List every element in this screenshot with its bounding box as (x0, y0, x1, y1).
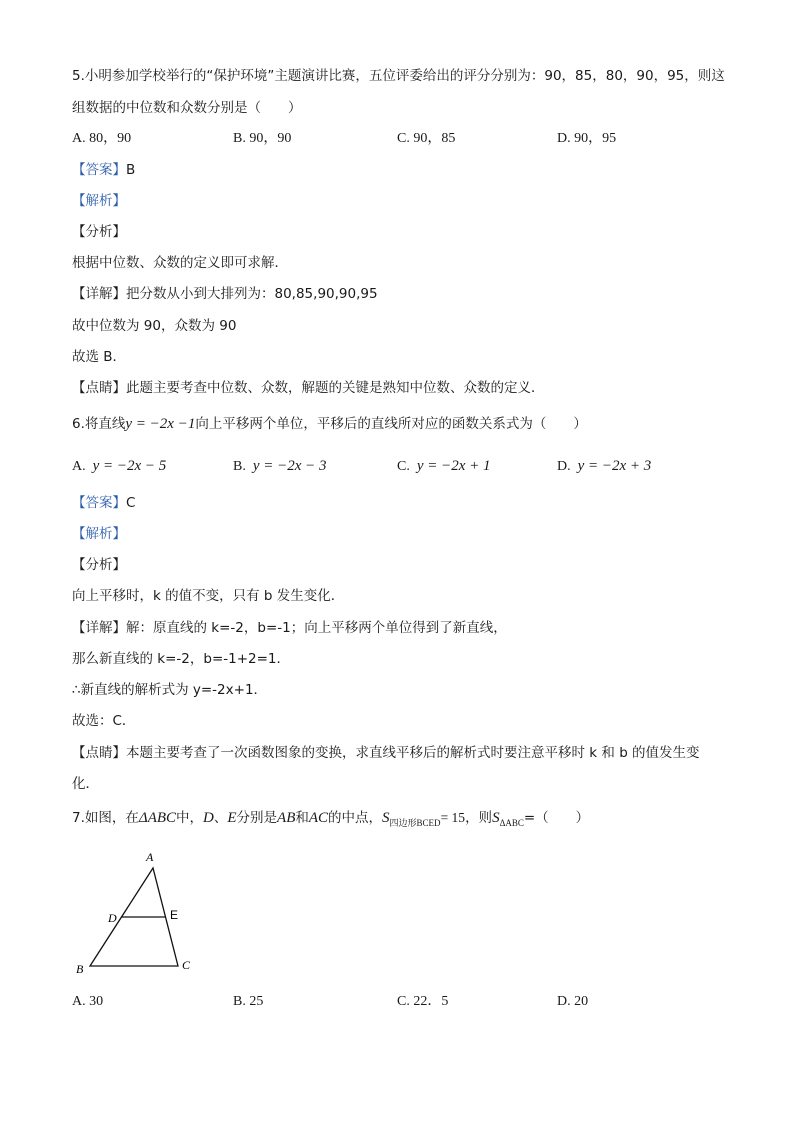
q7-option-b: B. 25 (233, 994, 264, 1009)
q7-stem-f: =（ ） (523, 810, 590, 826)
q7-stem-a: 7.如图，在 (72, 810, 139, 826)
q6-choose: 故选：C． (72, 713, 136, 729)
q6-option-b (233, 456, 327, 477)
q7-area-quad-sub: 四边形BCED (389, 818, 441, 828)
q5-comment (72, 378, 545, 398)
q7-label-b: B (76, 962, 84, 976)
q7-stem (72, 808, 589, 833)
q5-fenxi: 根据中位数、众数的定义即可求解． (72, 255, 288, 271)
q6-detail-line-2: 那么新直线的 k=-2，b=-1+2=1． (72, 651, 291, 667)
q6-comment-text: 本题主要考查了一次函数图象的变换，求直线平移后的解析式时要注意平移时 k 和 b 的值发生变 (126, 745, 700, 761)
q5-detail-text: 把分数从小到大排列为：80,85,90,90,95 (126, 286, 378, 302)
q5-answer-tag: 【答案】 (72, 162, 126, 178)
q6-stem (72, 414, 587, 434)
q5-option-d: D. 90，95 (557, 131, 617, 146)
q7-area-quad-value: = 15 (440, 810, 466, 825)
q6-stem-suffix: 向上平移两个单位，平移后的直线所对应的函数关系式为（ ） (195, 416, 587, 432)
q6-comment-line-2: 化． (72, 776, 99, 792)
q5-option-a: A. 80，90 (72, 131, 132, 146)
q6-detail-line-3: ∴新直线的解析式为 y=-2x+1． (72, 682, 268, 698)
q7-stem-c: 分别是 (236, 810, 278, 826)
q6-option-b-expr: y = −2x − 3 (252, 458, 327, 474)
q5-comment-text: 此题主要考查中位数、众数，解题的关键是熟知中位数、众数的定义． (126, 380, 545, 396)
q7-sep: 、 (213, 810, 228, 826)
q6-option-c (397, 456, 491, 477)
q7-area-quad-s: S (382, 810, 390, 826)
q6-stem-expr: y = −2x −1 (125, 416, 196, 432)
q6-option-c-letter: C. (397, 459, 410, 474)
q7-label-e: E (170, 908, 179, 922)
q6-analysis-tag: 【解析】 (72, 526, 126, 542)
q6-answer (72, 493, 135, 513)
q7-triangle: ΔABC (138, 810, 177, 826)
q6-detail (72, 618, 507, 638)
q7-label-c: C (182, 958, 191, 972)
q6-detail-tag: 【详解】 (72, 620, 126, 636)
q5-answer-value: B (126, 162, 136, 178)
q6-option-d-letter: D. (557, 459, 571, 474)
q7-area-triangle-sub: ΔABC (499, 818, 524, 828)
q6-comment (72, 743, 700, 763)
q5-choose: 故选 B． (72, 349, 127, 365)
q5-option-b: B. 90，90 (233, 131, 292, 146)
q5-detail-tag: 【详解】 (72, 286, 126, 302)
q7-option-a: A. 30 (72, 994, 104, 1009)
q6-answer-tag: 【答案】 (72, 495, 126, 511)
q6-option-a-letter: A. (72, 459, 86, 474)
q7-seg-ab: AB (277, 810, 296, 826)
q5-answer (72, 160, 135, 180)
q5-option-c: C. 90，85 (397, 131, 456, 146)
q7-option-d: D. 20 (557, 994, 589, 1009)
q6-option-b-letter: B. (233, 459, 246, 474)
q6-stem-prefix: 6.将直线 (72, 416, 126, 432)
q5-analysis-tag: 【解析】 (72, 193, 126, 209)
q7-option-c: C. 22．5 (397, 994, 449, 1009)
q7-label-a: A (146, 850, 154, 864)
q7-point-d: D (203, 810, 214, 826)
q7-area-triangle (492, 810, 524, 826)
q7-stem-e: ，则 (465, 810, 493, 826)
q6-option-c-expr: y = −2x + 1 (416, 458, 491, 474)
q6-option-d (557, 456, 651, 477)
q7-stem-d: 的中点， (328, 810, 383, 826)
q6-answer-value: C (126, 495, 136, 511)
q7-seg-ac: AC (308, 810, 329, 826)
q6-option-a (72, 456, 166, 477)
q5-stem-line-2: 组数据的中位数和众数分别是（ ） (72, 100, 302, 116)
q5-fenxi-tag: 【分析】 (72, 224, 126, 240)
q7-point-e: E (227, 810, 237, 826)
q7-and: 和 (295, 810, 309, 826)
q6-fenxi: 向上平移时，k 的值不变，只有 b 发生变化． (72, 588, 345, 604)
q6-option-d-expr: y = −2x + 3 (577, 458, 652, 474)
q6-fenxi-tag: 【分析】 (72, 557, 126, 573)
q5-comment-tag: 【点睛】 (72, 380, 126, 396)
q7-triangle-figure (70, 845, 210, 980)
q5-stem-line-1: 5.小明参加学校举行的“保护环境”主题演讲比赛，五位评委给出的评分分别为：90，85，80，90，95，则这 (72, 68, 725, 84)
q7-label-d: D (108, 911, 117, 925)
q7-stem-b: 中， (176, 810, 204, 826)
q7-area-triangle-s: S (492, 810, 500, 826)
q6-detail-text: 解：原直线的 k=-2，b=-1；向上平移两个单位得到了新直线， (126, 620, 507, 636)
q6-option-a-expr: y = −2x − 5 (92, 458, 167, 474)
q6-comment-tag: 【点睛】 (72, 745, 126, 761)
q7-area-quad (382, 810, 441, 826)
q5-median-line: 故中位数为 90，众数为 90 (72, 318, 237, 334)
q5-detail (72, 284, 378, 304)
